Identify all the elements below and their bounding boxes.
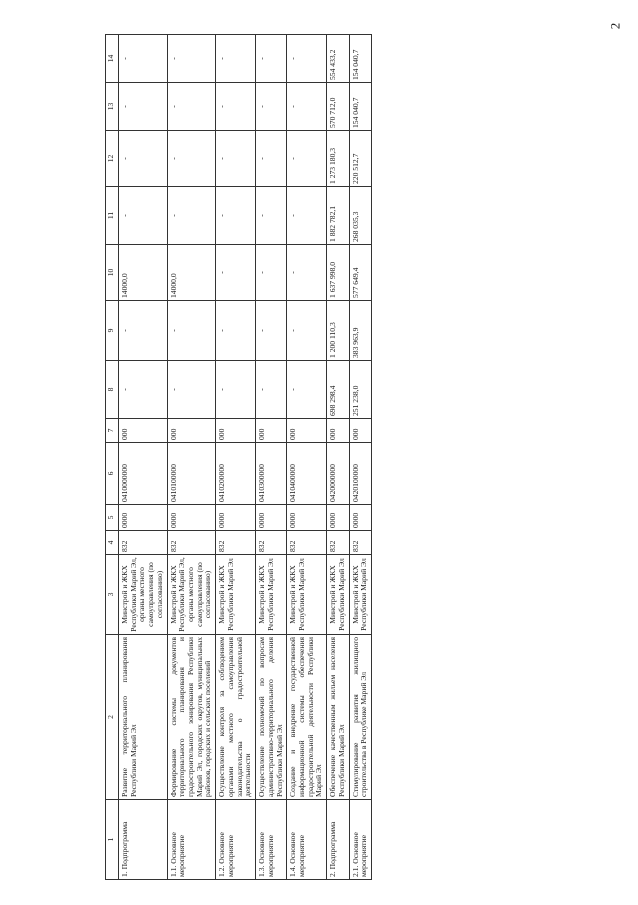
table-cell-col-1: 1. Подпрограмма [119, 800, 168, 880]
table-cell-col-3: Минстрой и ЖКХ Республики Марий Эл [327, 555, 349, 635]
table-cell-col-12: - [119, 131, 168, 187]
table-cell-col-7: 000 [327, 419, 349, 443]
column-header-13: 13 [106, 83, 119, 131]
table-cell-col-9: - [287, 301, 327, 361]
table-row [287, 35, 327, 880]
table-cell-col-11: 268 035,3 [349, 187, 371, 245]
rotated-table-container [105, 35, 372, 880]
table-row [167, 35, 216, 880]
table-cell-col-13: 154 040,7 [349, 83, 371, 131]
table-cell-col-4: 832 [119, 531, 168, 555]
table-cell-col-14: 554 433,2 [327, 35, 349, 83]
table-cell-col-5: 0000 [349, 505, 371, 531]
column-header-9: 9 [106, 301, 119, 361]
table-cell-col-10: 577 649,4 [349, 245, 371, 301]
table-cell-col-9: - [216, 301, 256, 361]
table-cell-col-9: 383 963,9 [349, 301, 371, 361]
table-cell-col-14: 154 040,7 [349, 35, 371, 83]
column-header-11: 11 [106, 187, 119, 245]
page-number: 2 [607, 22, 623, 30]
table-cell-col-14: - [216, 35, 256, 83]
column-header-7: 7 [106, 419, 119, 443]
table-cell-col-6: 0410300000 [256, 443, 287, 505]
header-row [106, 35, 119, 880]
table-cell-col-2: Формирование системы документов территориального планирования и градостроительного зонирования Республики Марий Эл, городских округов, муниципальных районов, городских и сельских поселений [167, 635, 216, 800]
table-cell-col-5: 0000 [119, 505, 168, 531]
table-cell-col-2: Развитие территориального планирования Республики Марий Эл [119, 635, 168, 800]
table-cell-col-1: 1.4. Основное мероприятие [287, 800, 327, 880]
table-cell-col-14: - [119, 35, 168, 83]
table-cell-col-10: - [287, 245, 327, 301]
table-cell-col-7: 000 [256, 419, 287, 443]
table-cell-col-7: 000 [167, 419, 216, 443]
table-cell-col-6: 0410200000 [216, 443, 256, 505]
table-cell-col-13: - [167, 83, 216, 131]
column-header-3: 3 [106, 555, 119, 635]
column-header-8: 8 [106, 361, 119, 419]
table-cell-col-10: 14000,0 [119, 245, 168, 301]
table-cell-col-12: 1 273 180,3 [327, 131, 349, 187]
table-cell-col-14: - [167, 35, 216, 83]
table-cell-col-7: 000 [216, 419, 256, 443]
table-cell-col-8: - [256, 361, 287, 419]
table-cell-col-3: Минстрой и ЖКХ Республики Марий Эл [216, 555, 256, 635]
table-cell-col-5: 0000 [256, 505, 287, 531]
table-cell-col-9: - [167, 301, 216, 361]
table-cell-col-4: 832 [167, 531, 216, 555]
table-cell-col-1: 1.2. Основное мероприятие [216, 800, 256, 880]
column-header-4: 4 [106, 531, 119, 555]
table-cell-col-2: Осуществление полномочий по вопросам административно-территориального деления Республики Марий Эл [256, 635, 287, 800]
table-cell-col-3: Минстрой и ЖКХ Республики Марий Эл, органы местного самоуправления (по согласованию) [119, 555, 168, 635]
table-cell-col-4: 832 [327, 531, 349, 555]
column-header-10: 10 [106, 245, 119, 301]
column-header-5: 5 [106, 505, 119, 531]
table-cell-col-5: 0000 [327, 505, 349, 531]
table-cell-col-2: Стимулирование развития жилищного строительства в Республике Марий Эл [349, 635, 371, 800]
table-cell-col-12: 220 512,7 [349, 131, 371, 187]
table-cell-col-13: - [216, 83, 256, 131]
table-cell-col-1: 2. Подпрограмма [327, 800, 349, 880]
column-header-2: 2 [106, 635, 119, 800]
table-cell-col-3: Минстрой и ЖКХ Республики Марий Эл [256, 555, 287, 635]
table-cell-col-14: - [287, 35, 327, 83]
table-cell-col-11: - [287, 187, 327, 245]
table-cell-col-2: Создание и внедрение государственной информационной системы обеспечения градостроительной деятельности Республики Марий Эл [287, 635, 327, 800]
table-cell-col-13: 570 712,0 [327, 83, 349, 131]
table-cell-col-8: - [216, 361, 256, 419]
table-cell-col-10: 1 637 998,0 [327, 245, 349, 301]
table-cell-col-11: 1 882 782,1 [327, 187, 349, 245]
column-header-1: 1 [106, 800, 119, 880]
table-cell-col-8: - [167, 361, 216, 419]
table-cell-col-13: - [287, 83, 327, 131]
table-cell-col-8: - [119, 361, 168, 419]
table-cell-col-3: Минстрой и ЖКХ Республики Марий Эл, органы местного самоуправления (по согласованию) [167, 555, 216, 635]
table-cell-col-8: - [287, 361, 327, 419]
table-cell-col-11: - [119, 187, 168, 245]
table-body [119, 35, 372, 880]
table-cell-col-10: - [256, 245, 287, 301]
table-cell-col-6: 0410100000 [167, 443, 216, 505]
table-cell-col-2: Осуществление контроля за соблюдением органами местного самоуправления законодательства о градостроительной деятельности [216, 635, 256, 800]
table-cell-col-4: 832 [349, 531, 371, 555]
table-cell-col-13: - [119, 83, 168, 131]
table-cell-col-11: - [216, 187, 256, 245]
table-cell-col-12: - [256, 131, 287, 187]
table-cell-col-9: 1 200 110,3 [327, 301, 349, 361]
table-row [119, 35, 168, 880]
table-cell-col-1: 2.1. Основное мероприятие [349, 800, 371, 880]
table-cell-col-10: 14000,0 [167, 245, 216, 301]
table-cell-col-8: 698 298,4 [327, 361, 349, 419]
table-cell-col-7: 000 [349, 419, 371, 443]
table-row [327, 35, 349, 880]
table-cell-col-6: 0410000000 [119, 443, 168, 505]
table-cell-col-6: 0410400000 [287, 443, 327, 505]
table-cell-col-13: - [256, 83, 287, 131]
table-cell-col-10: - [216, 245, 256, 301]
table-cell-col-5: 0000 [167, 505, 216, 531]
table-cell-col-9: - [256, 301, 287, 361]
table-cell-col-2: Обеспечение качественным жильем населения Республики Марий Эл [327, 635, 349, 800]
table-cell-col-14: - [256, 35, 287, 83]
column-header-12: 12 [106, 131, 119, 187]
table-cell-col-3: Минстрой и ЖКХ Республики Марий Эл [349, 555, 371, 635]
table-cell-col-11: - [167, 187, 216, 245]
table-cell-col-1: 1.1. Основное мероприятие [167, 800, 216, 880]
table-cell-col-9: - [119, 301, 168, 361]
table-cell-col-6: 0420100000 [349, 443, 371, 505]
table-cell-col-12: - [287, 131, 327, 187]
column-header-6: 6 [106, 443, 119, 505]
table-cell-col-8: 251 238,0 [349, 361, 371, 419]
table-row [216, 35, 256, 880]
table-cell-col-12: - [216, 131, 256, 187]
table-cell-col-1: 1.3. Основное мероприятие [256, 800, 287, 880]
table-cell-col-7: 000 [287, 419, 327, 443]
table-cell-col-4: 832 [216, 531, 256, 555]
table-cell-col-6: 0420000000 [327, 443, 349, 505]
budget-table [105, 34, 372, 880]
table-cell-col-5: 0000 [216, 505, 256, 531]
table-cell-col-4: 832 [287, 531, 327, 555]
table-cell-col-4: 832 [256, 531, 287, 555]
table-cell-col-11: - [256, 187, 287, 245]
table-row [256, 35, 287, 880]
table-cell-col-12: - [167, 131, 216, 187]
table-row [349, 35, 371, 880]
column-header-14: 14 [106, 35, 119, 83]
table-cell-col-7: 000 [119, 419, 168, 443]
table-cell-col-3: Минстрой и ЖКХ Республики Марий Эл [287, 555, 327, 635]
table-cell-col-5: 0000 [287, 505, 327, 531]
